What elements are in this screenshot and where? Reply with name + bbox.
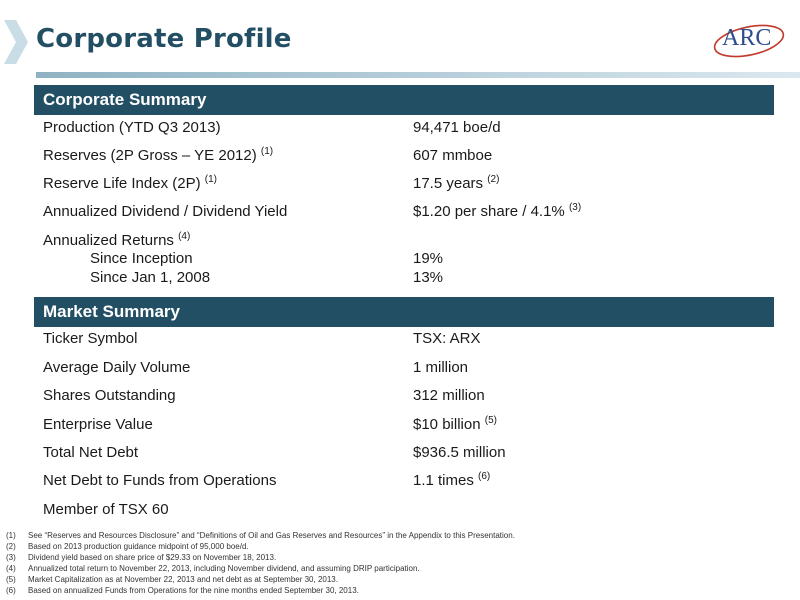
- row-value: 19%: [413, 250, 444, 267]
- row-label: Average Daily Volume: [43, 359, 191, 376]
- footnote: (5) Market Capitalization as at November 22, 2013 and net debt as at September 30, 2013.: [6, 575, 338, 584]
- footnotes: [6, 530, 796, 596]
- summary-row: [43, 328, 783, 350]
- footnote-ref: (5): [484, 415, 497, 426]
- row-value: 1 million: [413, 359, 469, 376]
- summary-row: [43, 173, 783, 195]
- row-value: $1.20 per share / 4.1% $^{(3)}$: [413, 202, 582, 220]
- row-label: Annualized Returns $^{(4)}$: [43, 231, 191, 249]
- market-summary-heading: Market Summary: [34, 297, 774, 327]
- footnote-ref: (1): [204, 174, 217, 185]
- summary-row: [43, 470, 783, 492]
- row-label: Member of TSX 60: [43, 501, 169, 518]
- chevron-icon: [2, 20, 30, 64]
- footnote: (3) Dividend yield based on share price of $29.33 on November 18, 2013.: [6, 553, 277, 562]
- footnote-ref: (6): [478, 471, 491, 482]
- summary-subrow: [43, 267, 783, 289]
- footnote-ref: (3): [568, 202, 582, 213]
- row-value: 312 million: [413, 387, 485, 404]
- row-label: Total Net Debt: [43, 444, 139, 461]
- header-rule: [36, 72, 800, 78]
- summary-row: [43, 145, 783, 167]
- row-label: Production (YTD Q3 2013): [43, 119, 221, 136]
- page-title: Corporate Profile: [36, 24, 292, 54]
- row-value: 94,471 boe/d: [413, 119, 501, 136]
- slide-header: [0, 0, 800, 82]
- summary-row: [43, 385, 783, 407]
- row-label: Ticker Symbol: [43, 330, 138, 347]
- row-value: 13%: [413, 269, 444, 286]
- summary-row: [43, 414, 783, 436]
- row-label: Annualized Dividend / Dividend Yield: [43, 203, 288, 220]
- footnote-ref: (4): [178, 231, 191, 242]
- row-value: 1.1 times $^{(6)}$: [413, 471, 491, 489]
- row-value: 607 mmboe: [413, 147, 493, 164]
- corporate-summary-heading: Corporate Summary: [34, 85, 774, 115]
- row-label: Enterprise Value: [43, 416, 153, 433]
- summary-row: [43, 357, 783, 379]
- summary-row: [43, 442, 783, 464]
- footnote: (2) Based on 2013 production guidance midpoint of 95,000 boe/d.: [6, 542, 249, 551]
- footnote-ref: (1): [260, 146, 274, 157]
- row-value: $936.5 million: [413, 444, 506, 461]
- summary-row: [43, 499, 783, 521]
- summary-row: [43, 201, 783, 223]
- footnote-ref: (2): [487, 174, 500, 185]
- row-label: Since Jan 1, 2008: [90, 269, 211, 286]
- logo-text: ARC: [722, 25, 772, 51]
- row-value: $10 billion $^{(5)}$: [413, 415, 497, 433]
- row-label: Since Inception: [90, 250, 193, 267]
- footnote: (6) Based on annualized Funds from Operations for the nine months ended September 30, 2013.: [6, 586, 359, 595]
- footnote: (4) Annualized total return to November 22, 2013, including November dividend, and assuming DRIP participation.: [6, 564, 420, 573]
- row-label: Reserve Life Index (2P) $^{(1)}$: [43, 174, 217, 192]
- footnote: (1) See “Reserves and Resources Disclosure” and “Definitions of Oil and Gas Reserves and Resources” in the Appendix to this Presentation.: [6, 531, 515, 540]
- row-value: 17.5 years $^{(2)}$: [413, 174, 500, 192]
- row-label: Reserves (2P Gross – YE 2012) $^{(1)}$: [43, 146, 274, 164]
- summary-row: [43, 117, 783, 139]
- row-label: Net Debt to Funds from Operations: [43, 472, 277, 489]
- row-label: Shares Outstanding: [43, 387, 176, 404]
- row-value: TSX: ARX: [413, 330, 481, 347]
